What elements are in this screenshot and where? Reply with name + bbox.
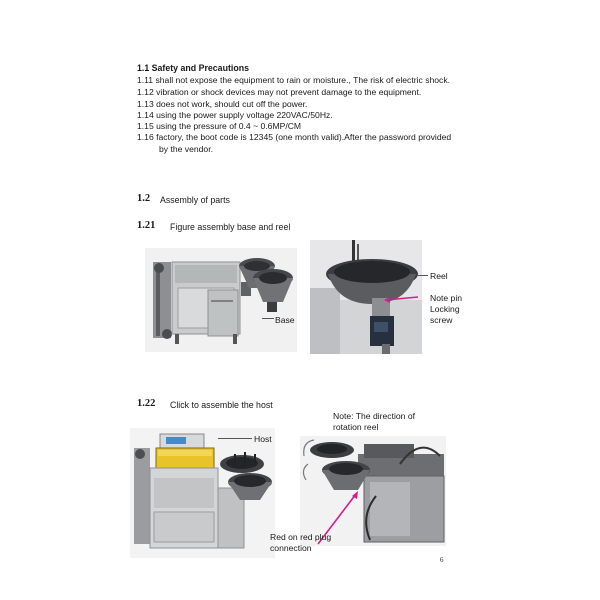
screw-label: screw: [430, 315, 453, 325]
section-1-2-number: 1.2: [137, 193, 151, 204]
section-1-2-title: Assembly of parts: [160, 195, 230, 205]
safety-item: 1.16 factory, the boot code is 12345 (one month valid).After the password provided: [137, 132, 452, 142]
page-number: 6: [440, 556, 444, 564]
safety-item: 1.11 shall not expose the equipment to rain or moisture., The risk of electric shock.: [137, 75, 451, 85]
note-pin-label: Note pin: [430, 293, 463, 303]
section-1-21-title: Figure assembly base and reel: [170, 222, 291, 232]
section-1-22-number: 1.22: [137, 398, 156, 409]
rotation-direction-photo: [300, 436, 446, 546]
reel-leader-line: [418, 275, 428, 276]
section-1-22-title: Click to assemble the host: [170, 400, 273, 410]
safety-item: 1.13 does not work, should cut off the power.: [137, 99, 308, 109]
locking-label: Locking: [430, 304, 460, 314]
host-leader-line: [218, 438, 252, 439]
host-assembly-photo: [130, 428, 275, 558]
section-1-21-number: 1.21: [137, 220, 156, 231]
red-plug-label-line1: Red on red plug: [270, 532, 332, 542]
host-label: Host: [254, 434, 272, 444]
base-leader-line: [262, 318, 274, 319]
safety-item: by the vendor.: [159, 144, 213, 154]
reel-closeup-photo: [310, 240, 422, 354]
rotation-note-line2: rotation reel: [333, 422, 379, 432]
base-and-reel-photo: [145, 248, 297, 352]
red-plug-label-line2: connection: [270, 543, 312, 553]
rotation-note-line1: Note: The direction of: [333, 411, 416, 421]
safety-item: 1.15 using the pressure of 0.4 ~ 0.6MP/CM: [137, 121, 302, 131]
safety-item: 1.12 vibration or shock devices may not prevent damage to the equipment.: [137, 87, 422, 97]
reel-label: Reel: [430, 271, 448, 281]
section-1-1-title: 1.1 Safety and Precautions: [137, 63, 249, 73]
safety-item: 1.14 using the power supply voltage 220VAC/50Hz.: [137, 110, 333, 120]
base-label: Base: [275, 315, 295, 325]
